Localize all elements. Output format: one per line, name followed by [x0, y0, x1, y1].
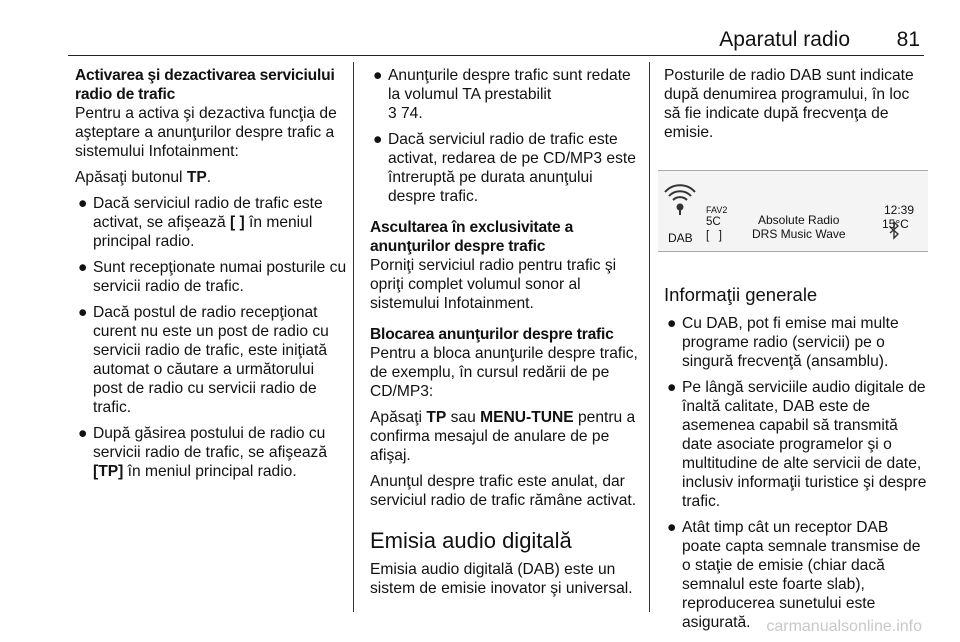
- list-item: ● După găsirea postului de radio cu servicii radio de trafic, se afişează [TP] în meniul principal radio.: [78, 425, 328, 480]
- paragraph: Anunţul despre trafic este anulat, dar serviciul radio de trafic rămâne activat.: [370, 473, 637, 509]
- bullet-list: [75, 194, 347, 481]
- radio-display-figure: [658, 162, 928, 266]
- page-reference: 3 74.: [388, 105, 423, 122]
- station-name: Absolute Radio: [758, 213, 840, 227]
- section-heading: Informaţii generale: [664, 284, 818, 305]
- list-item: ● Atât timp cât un receptor DAB poate capta semnale transmise de o staţie de emisie (chiar dacă semnalul este foarte slab), reproducerea sunetului este asigurată.: [667, 519, 921, 631]
- dab-label: DAB: [668, 231, 693, 245]
- bullet-list: [664, 314, 930, 632]
- paragraph: Apăsaţi butonul TP.: [75, 169, 212, 186]
- favourite-label: FAV2: [706, 205, 728, 215]
- section-heading: Blocarea anunţurilor despre trafic: [370, 326, 614, 343]
- preset-label: 5C: [706, 216, 721, 228]
- clock: 12:39: [884, 203, 915, 217]
- section-heading: Activarea şi dezactivarea serviciului radio de trafic: [75, 67, 335, 103]
- traffic-brackets: [ ]: [706, 230, 722, 242]
- column-2: [370, 66, 638, 605]
- paragraph: Posturile de radio DAB sunt indicate după denumirea programului, în loc să fie indicate după frecvenţa de emisie.: [664, 67, 914, 141]
- paragraph: Pentru a activa şi dezactiva funcţia de aşteptare a anunţurilor despre trafic a sistemului Infotainment:: [75, 105, 337, 160]
- list-item: ● Sunt recepţionate numai posturile cu servicii radio de trafic.: [78, 259, 347, 295]
- signal-icon: [665, 185, 695, 215]
- program-name: DRS Music Wave: [752, 227, 846, 241]
- header-title: Aparatul radio: [719, 28, 850, 51]
- column-3: [664, 66, 930, 639]
- column-divider: [353, 62, 354, 612]
- list-item: ● Anunţurile despre trafic sunt redate la volumul TA prestabilit 3 74.: [373, 67, 631, 122]
- header-rule: [68, 55, 924, 56]
- list-item: ● Dacă postul de radio recepţionat curent nu este un post de radio cu servicii radio de trafic, este iniţiată automat o căutare a următorului post de radio cu servicii radio de trafic.: [78, 304, 329, 416]
- temperature: 15°C: [882, 217, 909, 231]
- paragraph: Apăsaţi TP sau MENU-TUNE pentru a confirma mesajul de anulare de pe afişaj.: [370, 409, 636, 464]
- chapter-heading: Emisia audio digitală: [370, 528, 572, 553]
- section-heading: Ascultarea în exclusivitate a anunţurilor despre trafic: [370, 219, 574, 255]
- list-item: ● Dacă serviciul radio de trafic este activat, se afişează [ ] în meniul principal radio.: [78, 195, 323, 250]
- radio-display: [658, 170, 928, 252]
- list-item: ● Dacă serviciul radio de trafic este activat, redarea de pe CD/MP3 este întreruptă pe durata anunţului despre trafic.: [373, 131, 636, 205]
- column-divider: [649, 62, 650, 612]
- page-header: [0, 0, 960, 60]
- paragraph: Emisia audio digitală (DAB) este un sistem de emisie inovator şi universal.: [370, 561, 633, 597]
- page-number: 81: [896, 28, 920, 51]
- paragraph: Porniţi serviciul radio pentru trafic şi opriţi complet volumul sonor al sistemului Infotainment.: [370, 257, 617, 312]
- column-1: [75, 66, 347, 488]
- bullet-list: [370, 66, 638, 206]
- paragraph: Pentru a bloca anunţurile despre trafic, de exemplu, în cursul redării de pe CD/MP3:: [370, 345, 638, 400]
- watermark: carmanualsonline.info: [766, 618, 922, 635]
- list-item: ● Pe lângă serviciile audio digitale de înaltă calitate, DAB este de asemenea capabil să transmită date asociate programelor şi o multitudine de alte servicii de date, inclusiv informaţii turistice şi despre trafic.: [667, 379, 927, 510]
- list-item: ● Cu DAB, pot fi emise mai multe programe radio (servicii) pe o singură frecvenţă (ansamblu).: [667, 315, 899, 370]
